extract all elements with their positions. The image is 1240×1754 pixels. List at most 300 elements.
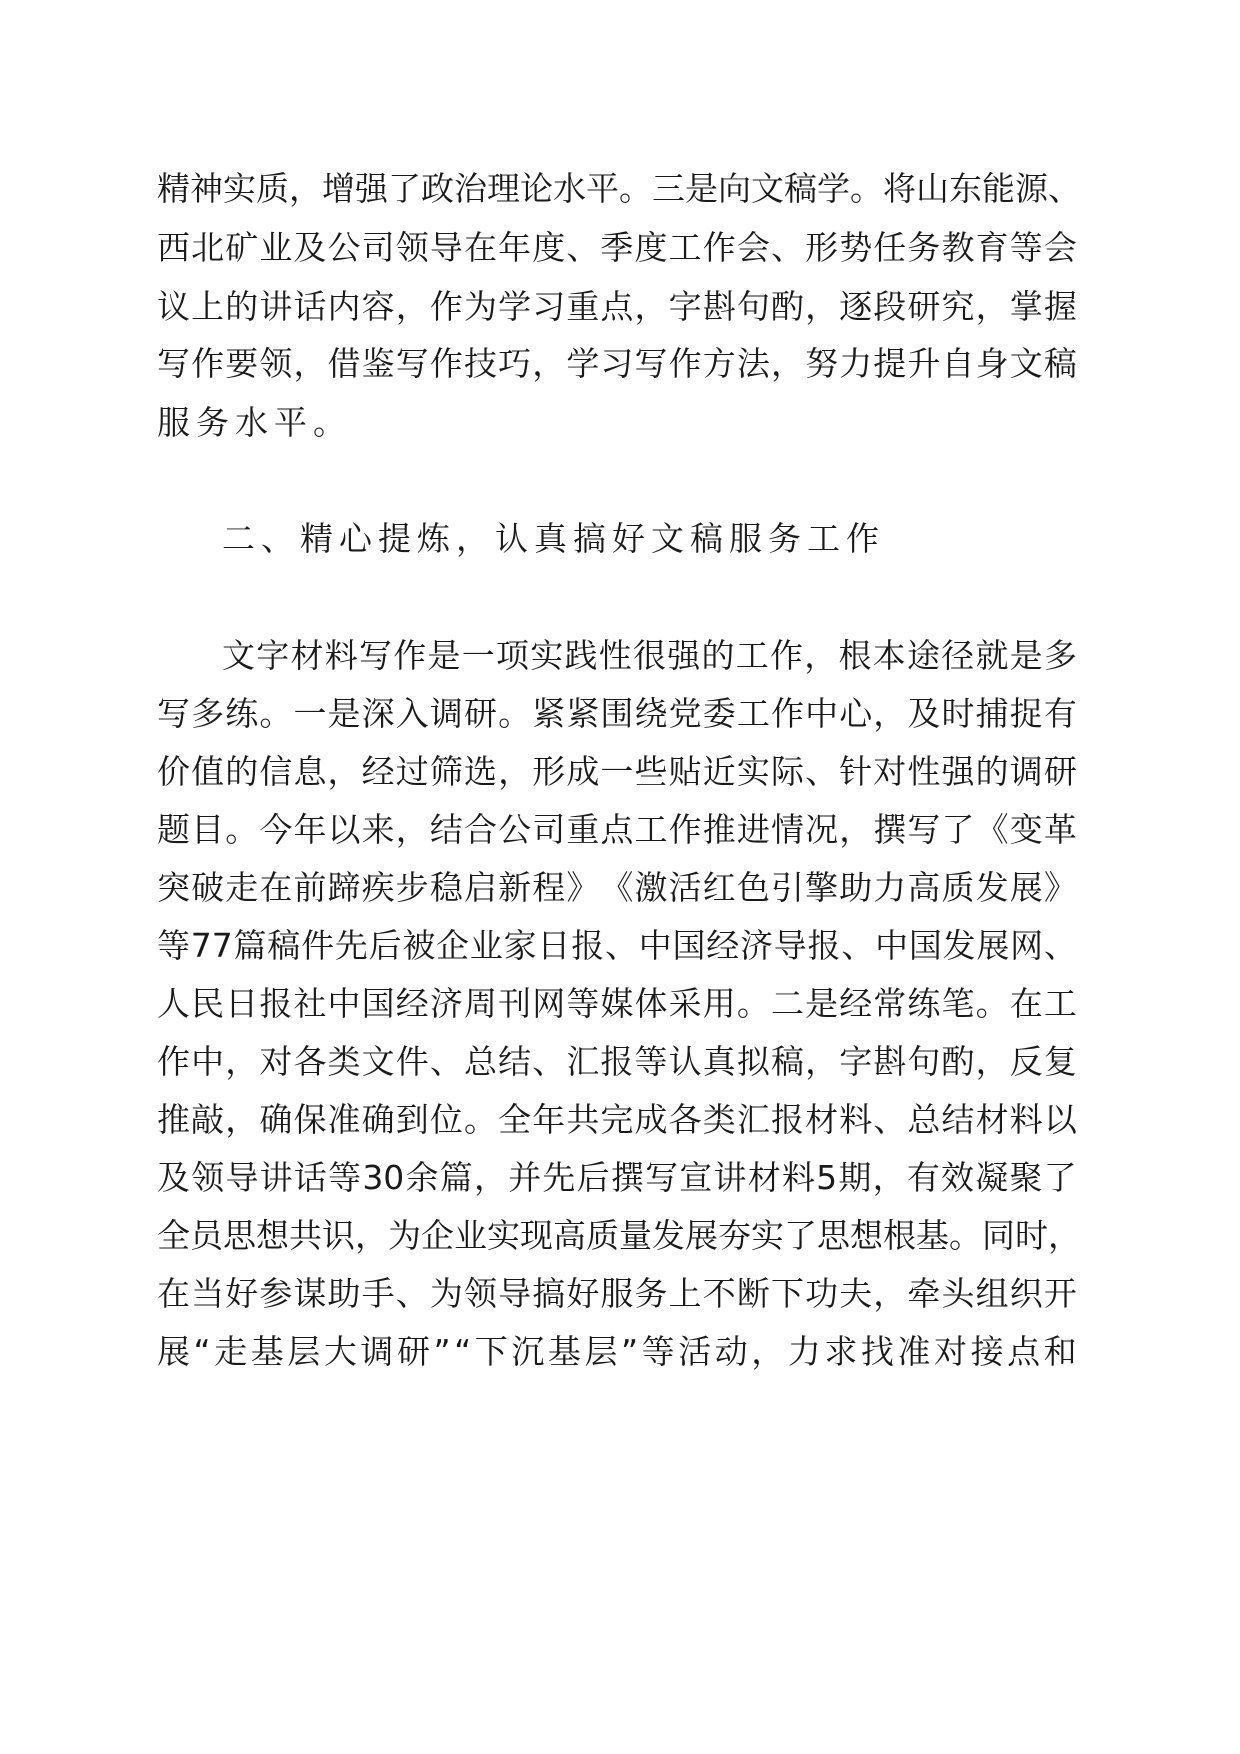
text-glyph: 撰 — [873, 810, 907, 849]
text-glyph: 学 — [566, 344, 600, 383]
text-glyph: 复 — [1043, 1042, 1077, 1081]
text-glyph: 文 — [222, 636, 255, 675]
text-glyph: 作 — [157, 1042, 190, 1081]
text-glyph: 类 — [702, 1100, 736, 1139]
text-glyph: 。 — [498, 694, 532, 733]
text-glyph: 前 — [293, 868, 327, 907]
paragraph-2-line-10 — [157, 1154, 1077, 1202]
text-glyph: 一 — [600, 752, 634, 791]
text-glyph: 网 — [532, 984, 566, 1023]
text-glyph: 紧 — [566, 694, 600, 733]
text-glyph: 在 — [157, 1274, 190, 1313]
text-glyph: 性 — [598, 636, 632, 675]
text-glyph: 思 — [817, 1216, 850, 1255]
text-glyph: 层 — [287, 1332, 321, 1371]
text-glyph: 等 — [641, 1332, 675, 1371]
text-glyph: ， — [498, 752, 532, 791]
text-glyph: 等 — [634, 1042, 668, 1081]
text-glyph: 讲 — [259, 287, 293, 326]
text-glyph: 文 — [361, 1042, 395, 1081]
text-glyph: 近 — [702, 752, 736, 791]
paragraph-2-line-6 — [157, 922, 1077, 970]
text-glyph: ， — [805, 1042, 839, 1081]
text-glyph: 动 — [714, 1332, 748, 1371]
text-glyph: 捕 — [975, 694, 1009, 733]
text-glyph: 导 — [498, 1274, 532, 1313]
text-glyph: 沉 — [511, 1332, 545, 1371]
text-glyph: 能 — [982, 169, 1015, 208]
text-glyph: 到 — [395, 1100, 429, 1139]
text-glyph: 共 — [289, 1216, 322, 1255]
text-glyph: 下 — [770, 1274, 804, 1313]
text-glyph: 掌 — [1009, 287, 1043, 326]
text-glyph: 斟 — [702, 287, 736, 326]
text-glyph: 究 — [941, 287, 975, 326]
text-glyph: 实 — [530, 636, 564, 675]
text-glyph: 。 — [619, 169, 652, 208]
text-glyph: 教 — [941, 228, 975, 267]
text-glyph: 启 — [463, 868, 497, 907]
text-glyph: 点 — [1007, 1332, 1041, 1371]
text-glyph: 及 — [293, 228, 327, 267]
text-glyph: 作 — [668, 344, 702, 383]
text-glyph: ， — [873, 694, 907, 733]
text-glyph: 强 — [355, 169, 388, 208]
text-glyph: 时 — [1015, 1216, 1048, 1255]
text-glyph: 国 — [908, 926, 942, 965]
text-glyph: 务 — [634, 1274, 668, 1313]
text-glyph: 确 — [361, 1100, 395, 1139]
text-glyph: 业 — [259, 228, 293, 267]
text-glyph: 的 — [225, 287, 259, 326]
text-glyph: 领 — [259, 344, 293, 383]
text-glyph: 心 — [839, 694, 873, 733]
paragraph-1-line-5: 服务水平。 — [157, 403, 352, 442]
text-glyph: ， — [839, 810, 873, 849]
text-glyph: 调 — [429, 694, 463, 733]
text-glyph: 接 — [970, 1332, 1004, 1371]
text-glyph: 在 — [463, 228, 497, 267]
text-glyph: 字 — [668, 287, 702, 326]
text-glyph: 践 — [564, 636, 598, 675]
text-glyph: 总 — [463, 1042, 497, 1081]
text-glyph: 材 — [747, 1158, 781, 1197]
text-glyph: 写 — [395, 344, 429, 383]
text-glyph: 、 — [873, 1100, 907, 1139]
text-glyph: 针 — [839, 752, 873, 791]
text-glyph: 多 — [1044, 636, 1077, 675]
text-glyph: 力 — [873, 868, 907, 907]
text-glyph: 是 — [1009, 636, 1043, 675]
text-glyph: 上 — [191, 287, 225, 326]
text-glyph: 学 — [498, 287, 532, 326]
text-glyph: 是 — [327, 694, 361, 733]
text-glyph: 材 — [290, 636, 324, 675]
text-glyph: 形 — [805, 228, 839, 267]
text-glyph: 为 — [388, 1216, 421, 1255]
text-glyph: 就 — [975, 636, 1009, 675]
text-glyph: 《 — [600, 868, 634, 907]
text-glyph: 对 — [259, 1042, 293, 1081]
text-glyph: 写 — [907, 810, 941, 849]
text-glyph: 稿 — [784, 169, 817, 208]
text-glyph: 经 — [706, 926, 740, 965]
text-glyph: 理 — [487, 169, 520, 208]
text-glyph: 等 — [1009, 228, 1043, 267]
text-glyph: 企 — [436, 926, 470, 965]
text-glyph: 来 — [361, 810, 395, 849]
text-glyph: 基 — [916, 1216, 949, 1255]
text-glyph: 围 — [600, 694, 634, 733]
text-glyph: 料 — [781, 1158, 815, 1197]
text-glyph: 头 — [941, 1274, 975, 1313]
text-glyph: 各 — [293, 1042, 327, 1081]
text-glyph: 调 — [1009, 752, 1043, 791]
text-glyph: 并 — [508, 1158, 542, 1197]
text-glyph: 一 — [461, 636, 495, 675]
text-glyph: 提 — [873, 344, 907, 383]
text-glyph: 质 — [586, 1216, 619, 1255]
text-glyph: 等 — [566, 984, 600, 1023]
text-glyph: 话 — [293, 287, 327, 326]
text-glyph: ， — [873, 1274, 907, 1313]
text-glyph: 展 — [157, 1332, 190, 1371]
text-glyph: 民 — [191, 984, 225, 1023]
paragraph-2-line-8 — [157, 1038, 1077, 1086]
text-glyph: 采 — [668, 984, 702, 1023]
text-glyph: 练 — [225, 694, 259, 733]
text-glyph: 5 — [816, 1158, 838, 1197]
text-glyph: “ — [454, 1332, 472, 1371]
text-glyph: 等 — [157, 926, 190, 965]
text-glyph: 报 — [571, 926, 605, 965]
text-glyph: 国 — [672, 926, 706, 965]
text-glyph: 对 — [873, 752, 907, 791]
text-glyph: ， — [804, 636, 838, 675]
text-glyph: ， — [1048, 1216, 1081, 1255]
text-glyph: 全 — [498, 1100, 532, 1139]
text-glyph: 重 — [566, 287, 600, 326]
paragraph-2-line-3 — [157, 748, 1077, 796]
text-glyph: 委 — [702, 694, 736, 733]
text-glyph: 矿 — [225, 228, 259, 267]
text-glyph: 季 — [600, 228, 634, 267]
text-glyph: 料 — [1009, 1100, 1043, 1139]
text-glyph: 度 — [532, 228, 566, 267]
text-glyph: 夫 — [839, 1274, 873, 1313]
text-glyph: 值 — [191, 752, 225, 791]
text-glyph: 大 — [323, 1332, 357, 1371]
text-glyph: 研 — [463, 694, 497, 733]
text-glyph: 工 — [736, 694, 770, 733]
text-glyph: 走 — [225, 868, 259, 907]
text-glyph: 学 — [817, 169, 850, 208]
text-glyph: 稳 — [429, 868, 463, 907]
text-glyph: 实 — [751, 1216, 784, 1255]
text-glyph: 稿 — [267, 926, 301, 965]
text-glyph: 总 — [907, 1100, 941, 1139]
text-glyph: 的 — [701, 636, 735, 675]
text-glyph: 紧 — [532, 694, 566, 733]
text-glyph: ， — [975, 1042, 1009, 1081]
text-glyph: ， — [532, 344, 566, 383]
text-glyph: 对 — [934, 1332, 968, 1371]
text-glyph: 北 — [191, 228, 225, 267]
text-glyph: 业 — [454, 1216, 487, 1255]
text-glyph: 发 — [975, 868, 1009, 907]
text-glyph: 作 — [393, 636, 427, 675]
text-glyph: 真 — [702, 1042, 736, 1081]
text-glyph: 研 — [396, 1332, 430, 1371]
text-glyph: ， — [805, 287, 839, 326]
text-glyph: 重 — [566, 810, 600, 849]
text-glyph: “ — [193, 1332, 211, 1371]
text-glyph: 和 — [1043, 1332, 1077, 1371]
text-glyph: 思 — [223, 1216, 256, 1255]
text-glyph: 同 — [982, 1216, 1015, 1255]
text-glyph: 情 — [770, 810, 804, 849]
text-glyph: 。 — [225, 810, 259, 849]
text-glyph: 突 — [157, 868, 190, 907]
text-glyph: 用 — [702, 984, 736, 1023]
text-glyph: 会 — [1043, 228, 1077, 267]
text-glyph: 及 — [157, 1158, 190, 1197]
text-glyph: 力 — [787, 1332, 821, 1371]
text-glyph: 治 — [454, 169, 487, 208]
text-glyph: 家 — [503, 926, 537, 965]
paragraph-1-line-1 — [157, 165, 1081, 213]
text-glyph: 研 — [1043, 752, 1077, 791]
text-glyph: 工 — [735, 636, 769, 675]
text-glyph: 色 — [736, 868, 770, 907]
text-glyph: 导 — [773, 926, 807, 965]
text-glyph: 实 — [736, 752, 770, 791]
text-glyph: 增 — [322, 169, 355, 208]
text-glyph: 上 — [668, 1274, 702, 1313]
paragraph-2-line-5 — [157, 864, 1077, 912]
text-glyph: 要 — [225, 344, 259, 383]
text-glyph: 升 — [907, 344, 941, 383]
text-glyph: 结 — [498, 1042, 532, 1081]
text-glyph: ， — [395, 810, 429, 849]
text-glyph: 筛 — [429, 752, 463, 791]
text-glyph: 日 — [225, 984, 259, 1023]
text-glyph: 材 — [975, 1100, 1009, 1139]
text-glyph: 本 — [872, 636, 906, 675]
text-glyph: 共 — [566, 1100, 600, 1139]
text-glyph: 工 — [1043, 984, 1077, 1023]
text-glyph: 反 — [1009, 1042, 1043, 1081]
text-glyph: 好 — [225, 1274, 259, 1313]
text-glyph: 质 — [941, 868, 975, 907]
text-glyph: 有 — [906, 1158, 940, 1197]
text-glyph: 新 — [498, 868, 532, 907]
paragraph-1-line-4 — [157, 340, 1077, 388]
text-glyph: 助 — [839, 868, 873, 907]
text-glyph: 擎 — [805, 868, 839, 907]
text-glyph: 基 — [547, 1332, 581, 1371]
text-glyph: 凝 — [975, 1158, 1009, 1197]
text-glyph: 笔 — [941, 984, 975, 1023]
text-glyph: 精 — [157, 169, 190, 208]
text-glyph: 的 — [975, 752, 1009, 791]
text-glyph: 、 — [1048, 169, 1081, 208]
text-glyph: 领 — [463, 1274, 497, 1313]
text-glyph: 以 — [1043, 1100, 1077, 1139]
text-glyph: 变 — [1009, 810, 1043, 849]
text-glyph: 工 — [634, 810, 668, 849]
text-glyph: 了 — [784, 1216, 817, 1255]
text-glyph: 件 — [395, 1042, 429, 1081]
text-glyph: 合 — [463, 810, 497, 849]
text-glyph: 展 — [976, 926, 1010, 965]
text-glyph: ， — [355, 1216, 388, 1255]
paragraph-2-line-4 — [157, 806, 1077, 854]
text-glyph: 参 — [259, 1274, 293, 1313]
text-glyph: 二 — [770, 984, 804, 1023]
text-glyph: 》 — [566, 868, 600, 907]
text-glyph: 际 — [770, 752, 804, 791]
text-glyph: 息 — [293, 752, 327, 791]
text-glyph: 基 — [250, 1332, 284, 1371]
text-glyph: 年 — [532, 1100, 566, 1139]
text-glyph: 作 — [770, 694, 804, 733]
text-glyph: 党 — [668, 694, 702, 733]
text-glyph: 很 — [633, 636, 666, 675]
text-glyph: 中 — [875, 926, 909, 965]
text-glyph: 报 — [259, 984, 293, 1023]
text-glyph: 。 — [949, 1216, 982, 1255]
text-glyph: 找 — [860, 1332, 894, 1371]
text-glyph: 三 — [652, 169, 685, 208]
text-glyph: 篇 — [439, 1158, 473, 1197]
text-glyph: 。 — [259, 694, 293, 733]
paragraph-2-line-9 — [157, 1096, 1077, 1144]
text-glyph: 讲 — [259, 1158, 293, 1197]
text-glyph: 写 — [359, 636, 392, 675]
text-glyph: 写 — [157, 694, 190, 733]
section-heading: 二、精心提炼，认真搞好文稿服务工作 — [222, 519, 885, 558]
text-glyph: 点 — [600, 287, 634, 326]
text-glyph: 有 — [1043, 694, 1077, 733]
text-glyph: 向 — [718, 169, 751, 208]
text-glyph: 常 — [873, 984, 907, 1023]
text-glyph: 革 — [1043, 810, 1077, 849]
text-glyph: 中 — [638, 926, 672, 965]
text-glyph: 法 — [736, 344, 770, 383]
text-glyph: 力 — [839, 344, 873, 383]
text-glyph: 方 — [702, 344, 736, 383]
text-glyph: 激 — [634, 868, 668, 907]
text-glyph: 经 — [361, 752, 395, 791]
text-glyph: 。 — [850, 169, 883, 208]
text-glyph: 将 — [883, 169, 916, 208]
text-glyph: 全 — [157, 1216, 190, 1255]
text-glyph: 的 — [225, 752, 259, 791]
text-glyph: 话 — [293, 1158, 327, 1197]
text-glyph: 活 — [678, 1332, 712, 1371]
text-glyph: 信 — [259, 752, 293, 791]
text-glyph: 司 — [361, 228, 395, 267]
paragraph-1-line-2 — [157, 224, 1077, 272]
text-glyph: 写 — [157, 344, 190, 383]
text-glyph: 功 — [805, 1274, 839, 1313]
text-glyph: 题 — [157, 810, 190, 849]
text-glyph: 在 — [259, 868, 293, 907]
text-glyph: 握 — [1043, 287, 1077, 326]
text-glyph: 作 — [702, 228, 736, 267]
text-glyph: 导 — [429, 228, 463, 267]
text-glyph: 、 — [604, 926, 638, 965]
text-glyph: ， — [289, 169, 322, 208]
text-glyph: 平 — [586, 169, 619, 208]
text-glyph: 形 — [532, 752, 566, 791]
text-glyph: 文 — [751, 169, 784, 208]
text-glyph: 况 — [805, 810, 839, 849]
text-glyph: 聚 — [1009, 1158, 1043, 1197]
text-glyph: 发 — [652, 1216, 685, 1255]
text-glyph: 内 — [327, 287, 361, 326]
text-glyph: 径 — [941, 636, 975, 675]
paragraph-2-line-7 — [157, 980, 1077, 1028]
text-glyph: 国 — [361, 984, 395, 1023]
text-glyph: 结 — [941, 1100, 975, 1139]
text-glyph: 济 — [429, 984, 463, 1023]
text-glyph: 公 — [498, 810, 532, 849]
text-glyph: 、 — [841, 926, 875, 965]
text-glyph: 济 — [740, 926, 774, 965]
text-glyph: 东 — [949, 169, 982, 208]
text-glyph: 企 — [421, 1216, 454, 1255]
text-glyph: 经 — [395, 984, 429, 1023]
text-glyph: ” — [620, 1332, 639, 1371]
text-glyph: 类 — [327, 1042, 361, 1081]
text-glyph: 展 — [685, 1216, 718, 1255]
text-glyph: 蹄 — [327, 868, 361, 907]
text-glyph: 为 — [429, 1274, 463, 1313]
text-glyph: 些 — [634, 752, 668, 791]
text-glyph: 巧 — [498, 344, 532, 383]
text-glyph: 余 — [405, 1158, 439, 1197]
text-glyph: 是 — [685, 169, 718, 208]
text-glyph: 中 — [327, 984, 361, 1023]
text-glyph: 鉴 — [361, 344, 395, 383]
text-glyph: 年 — [498, 228, 532, 267]
text-glyph: 准 — [327, 1100, 361, 1139]
text-glyph: 求 — [824, 1332, 858, 1371]
text-glyph: 开 — [1043, 1274, 1077, 1313]
text-glyph: 写 — [634, 344, 668, 383]
text-glyph: 准 — [897, 1332, 931, 1371]
text-glyph: 根 — [883, 1216, 916, 1255]
text-glyph: 句 — [907, 1042, 941, 1081]
text-glyph: 手 — [361, 1274, 395, 1313]
text-glyph: 、 — [429, 1042, 463, 1081]
text-glyph: 政 — [421, 169, 454, 208]
text-glyph: 作 — [191, 344, 225, 383]
text-glyph: 后 — [368, 926, 402, 965]
text-glyph: 展 — [1009, 868, 1043, 907]
text-glyph: 了 — [1043, 1158, 1077, 1197]
text-glyph: 目 — [191, 810, 225, 849]
text-glyph: 织 — [1009, 1274, 1043, 1313]
text-glyph: 成 — [634, 1100, 668, 1139]
text-glyph: 途 — [907, 636, 940, 675]
text-glyph: 牵 — [907, 1274, 941, 1313]
text-glyph: 、 — [770, 228, 804, 267]
text-glyph: 以 — [327, 810, 361, 849]
text-glyph: 撰 — [610, 1158, 644, 1197]
